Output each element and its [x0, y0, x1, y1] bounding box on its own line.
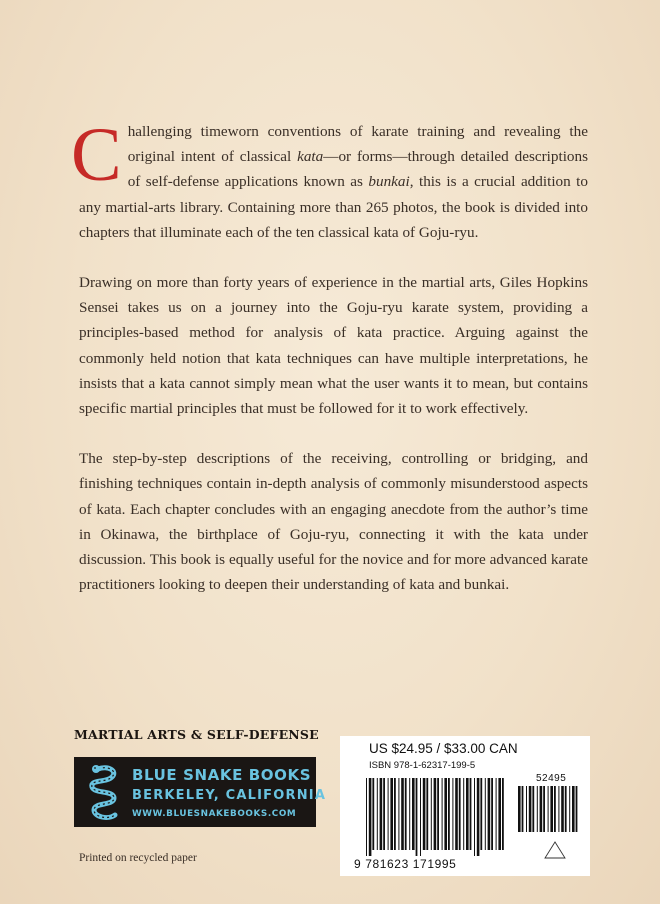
barcode-bar: [502, 778, 504, 850]
addon-barcode-bars: [518, 786, 577, 832]
barcode-bar: [394, 778, 396, 850]
barcode-bar: [431, 778, 432, 850]
category-label: MARTIAL ARTS & SELF-DEFENSE: [74, 727, 319, 742]
ean-number: 9 781623 171995: [354, 857, 457, 871]
barcode-bar: [540, 786, 543, 832]
barcode-bar: [537, 786, 538, 832]
barcode-bar: [420, 778, 421, 856]
barcode-bar: [561, 786, 564, 832]
barcode-bar: [380, 778, 383, 850]
barcode-bar: [383, 778, 385, 850]
isbn-label: ISBN 978-1-62317-199-5: [369, 760, 476, 771]
description-paragraph-3: The step-by-step descriptions of the receiving, controlling or bridging, and finishing techniques contain in-depth analysis of commonly misunderstood aspects of kata. Each chapter concludes with an engaging anecdote from the author’s time in Okinawa, the birthplace of Goju-ryu, connecting it with the kata under discussion. This book is equally useful for the novice and for more advanced karate practitioners looking to deepen their understanding of kata and bunkai.: [79, 450, 588, 594]
publisher-name: BLUE SNAKE BOOKS: [132, 766, 312, 784]
barcode-bar: [366, 778, 367, 856]
snake-icon: [84, 763, 124, 823]
barcode-bar: [569, 786, 570, 832]
ean-barcode-bars: [366, 778, 504, 856]
barcode-bar: [409, 778, 410, 850]
barcode-bar: [423, 778, 426, 850]
barcode-bar: [470, 778, 472, 850]
barcode-bar: [442, 778, 443, 850]
barcode-bar: [448, 778, 450, 850]
barcode-bar: [437, 778, 439, 850]
barcode-bar: [459, 778, 461, 850]
barcode-bar: [466, 778, 469, 850]
barcode-bar: [572, 786, 575, 832]
book-description: [71, 113, 589, 622]
description-paragraph-1: [71, 113, 589, 245]
price-addon-number: 52495: [536, 773, 567, 784]
barcode-bar: [474, 778, 475, 856]
price-label: US $24.95 / $33.00 CAN: [369, 741, 518, 756]
publisher-logo: [74, 757, 327, 827]
barcode-bar: [477, 778, 480, 856]
description-text: hallenging timeworn conventions of karate training and revealing the original intent of classical: [127, 123, 588, 166]
description-text: —or forms—through detailed descriptions of self-defense applications known as: [127, 148, 589, 191]
barcode-bar: [416, 778, 418, 856]
barcode-bar: [377, 778, 378, 850]
barcode-bar: [554, 786, 556, 832]
barcode-bar: [488, 778, 491, 850]
barcode-bar: [550, 786, 553, 832]
publisher-city: BERKELEY, CALIFORNIA: [132, 788, 327, 803]
drop-cap-letter: C: [71, 113, 122, 197]
term-bunkai: bunkai: [368, 173, 410, 191]
barcode-bar: [558, 786, 559, 832]
barcode-bar: [496, 778, 497, 850]
barcode-bar: [388, 778, 389, 850]
barcode-bar: [426, 778, 428, 850]
barcode-bar: [452, 778, 453, 850]
triangle-icon: [545, 842, 565, 858]
barcode-bar: [529, 786, 532, 832]
barcode-bar: [369, 778, 372, 856]
barcode-bar: [455, 778, 458, 850]
barcode-bar: [548, 786, 549, 832]
barcode-bar: [372, 778, 374, 850]
publisher-url: WWW.BLUESNAKEBOOKS.COM: [132, 809, 297, 819]
barcode-graphic: [340, 736, 590, 876]
description-paragraph-2: Drawing on more than forty years of experience in the martial arts, Giles Hopkins Sensei takes us on a journey into the Goju-ryu karate system, providing a principles-based method for analysis of kata practice. Arguing against the commonly held notion that kata techniques can have multiple interpretations, he insists that a kata cannot simply mean what the user wants it to mean, but contains specific martial principles that must be followed for it to work effectively.: [79, 274, 588, 418]
barcode-bar: [565, 786, 567, 832]
barcode-bar: [485, 778, 486, 850]
barcode-bar: [526, 786, 527, 832]
barcode-bar: [401, 778, 404, 850]
term-kata: kata: [297, 148, 324, 166]
recycled-paper-note: Printed on recycled paper: [79, 852, 197, 864]
barcode-bar: [480, 778, 482, 850]
barcode-bar: [491, 778, 493, 850]
barcode-bar: [518, 786, 521, 832]
barcode-bar: [522, 786, 524, 832]
barcode-block: [340, 736, 590, 876]
barcode-bar: [543, 786, 545, 832]
barcode-bar: [463, 778, 464, 850]
barcode-bar: [390, 778, 393, 850]
barcode-bar: [434, 778, 437, 850]
barcode-bar: [444, 778, 447, 850]
barcode-bar: [398, 778, 399, 850]
barcode-bar: [532, 786, 534, 832]
barcode-bar: [576, 786, 578, 832]
barcode-bar: [405, 778, 407, 850]
barcode-bar: [412, 778, 415, 850]
description-text: , this is a crucial addition to any martial-arts library. Containing more than 265 photos, the book is divided into chapters that illuminate each of the ten classical kata of Goju-ryu.: [79, 173, 588, 241]
barcode-bar: [498, 778, 501, 850]
